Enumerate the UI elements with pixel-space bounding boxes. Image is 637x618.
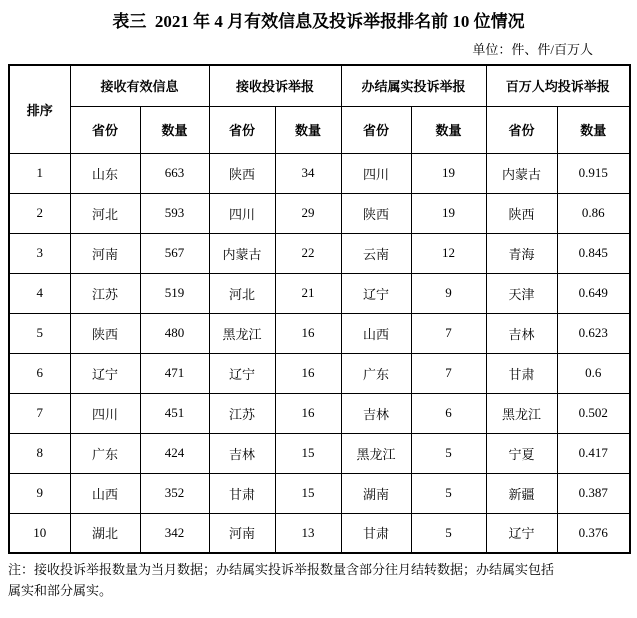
province-cell: 青海 <box>486 233 557 273</box>
table-row <box>9 313 630 353</box>
province-cell: 黑龙江 <box>486 393 557 433</box>
table-row <box>9 193 630 233</box>
table-row <box>9 393 630 433</box>
province-cell: 江苏 <box>209 393 275 433</box>
value-cell: 0.845 <box>557 233 630 273</box>
value-cell: 7 <box>411 353 486 393</box>
province-cell: 辽宁 <box>486 513 557 553</box>
unit-label: 单位：件、件/百万人 <box>472 42 593 57</box>
province-cell: 湖北 <box>70 513 140 553</box>
province-cell: 甘肃 <box>341 513 411 553</box>
value-cell: 34 <box>275 153 341 193</box>
table-row <box>9 433 630 473</box>
table-row <box>9 233 630 273</box>
value-cell: 21 <box>275 273 341 313</box>
value-cell: 424 <box>140 433 209 473</box>
value-cell: 5 <box>411 513 486 553</box>
value-cell: 16 <box>275 353 341 393</box>
footnote <box>8 559 627 601</box>
province-cell: 陕西 <box>341 193 411 233</box>
header-group-received-complaints: 接收投诉举报 <box>209 65 341 106</box>
value-cell: 7 <box>411 313 486 353</box>
province-cell: 内蒙古 <box>209 233 275 273</box>
province-cell: 吉林 <box>341 393 411 433</box>
value-cell: 6 <box>411 393 486 433</box>
header-province-3: 省份 <box>341 106 411 153</box>
value-cell: 0.387 <box>557 473 630 513</box>
header-province-2: 省份 <box>209 106 275 153</box>
header-group-verified-complaints: 办结属实投诉举报 <box>341 65 486 106</box>
province-cell: 湖南 <box>341 473 411 513</box>
province-cell: 河南 <box>209 513 275 553</box>
value-cell: 0.86 <box>557 193 630 233</box>
province-cell: 河南 <box>70 233 140 273</box>
value-cell: 567 <box>140 233 209 273</box>
table-row <box>9 273 630 313</box>
province-cell: 甘肃 <box>209 473 275 513</box>
table-row <box>9 473 630 513</box>
value-cell: 471 <box>140 353 209 393</box>
value-cell: 0.915 <box>557 153 630 193</box>
value-cell: 0.376 <box>557 513 630 553</box>
value-cell: 593 <box>140 193 209 233</box>
footnote-line-2: 属实和部分属实。 <box>8 583 113 598</box>
footnote-line-1: 注：接收投诉举报数量为当月数据；办结属实投诉举报数量含部分往月结转数据；办结属实包括 <box>8 562 555 577</box>
rank-cell: 1 <box>9 153 70 193</box>
rank-cell: 3 <box>9 233 70 273</box>
province-cell: 辽宁 <box>341 273 411 313</box>
value-cell: 5 <box>411 473 486 513</box>
province-cell: 河北 <box>70 193 140 233</box>
value-cell: 22 <box>275 233 341 273</box>
value-cell: 19 <box>411 193 486 233</box>
value-cell: 480 <box>140 313 209 353</box>
header-group-per-million: 百万人均投诉举报 <box>486 65 630 106</box>
header-quantity-2: 数量 <box>275 106 341 153</box>
province-cell: 辽宁 <box>209 353 275 393</box>
province-cell: 四川 <box>209 193 275 233</box>
header-group-received-info: 接收有效信息 <box>70 65 209 106</box>
page-title: 表三 2021 年 4 月有效信息及投诉举报排名前 10 位情况 <box>112 12 525 31</box>
province-cell: 吉林 <box>209 433 275 473</box>
province-cell: 山东 <box>70 153 140 193</box>
value-cell: 12 <box>411 233 486 273</box>
province-cell: 江苏 <box>70 273 140 313</box>
table-row <box>9 153 630 193</box>
province-cell: 吉林 <box>486 313 557 353</box>
value-cell: 15 <box>275 473 341 513</box>
province-cell: 广东 <box>341 353 411 393</box>
rank-cell: 7 <box>9 393 70 433</box>
value-cell: 9 <box>411 273 486 313</box>
province-cell: 山西 <box>70 473 140 513</box>
province-cell: 陕西 <box>486 193 557 233</box>
value-cell: 19 <box>411 153 486 193</box>
province-cell: 广东 <box>70 433 140 473</box>
table-row <box>9 513 630 553</box>
value-cell: 663 <box>140 153 209 193</box>
header-quantity-1: 数量 <box>140 106 209 153</box>
province-cell: 宁夏 <box>486 433 557 473</box>
value-cell: 0.649 <box>557 273 630 313</box>
province-cell: 黑龙江 <box>341 433 411 473</box>
header-province-1: 省份 <box>70 106 140 153</box>
value-cell: 0.623 <box>557 313 630 353</box>
province-cell: 四川 <box>341 153 411 193</box>
province-cell: 黑龙江 <box>209 313 275 353</box>
rank-cell: 4 <box>9 273 70 313</box>
rank-cell: 6 <box>9 353 70 393</box>
province-cell: 内蒙古 <box>486 153 557 193</box>
province-cell: 辽宁 <box>70 353 140 393</box>
value-cell: 519 <box>140 273 209 313</box>
header-quantity-4: 数量 <box>557 106 630 153</box>
province-cell: 河北 <box>209 273 275 313</box>
value-cell: 5 <box>411 433 486 473</box>
province-cell: 陕西 <box>70 313 140 353</box>
value-cell: 0.502 <box>557 393 630 433</box>
value-cell: 29 <box>275 193 341 233</box>
province-cell: 云南 <box>341 233 411 273</box>
rank-cell: 8 <box>9 433 70 473</box>
province-cell: 天津 <box>486 273 557 313</box>
value-cell: 15 <box>275 433 341 473</box>
value-cell: 16 <box>275 313 341 353</box>
province-cell: 甘肃 <box>486 353 557 393</box>
header-quantity-3: 数量 <box>411 106 486 153</box>
value-cell: 342 <box>140 513 209 553</box>
header-group-row <box>9 65 630 106</box>
header-rank: 排序 <box>9 65 70 153</box>
rank-cell: 5 <box>9 313 70 353</box>
table-row <box>9 353 630 393</box>
province-cell: 四川 <box>70 393 140 433</box>
value-cell: 352 <box>140 473 209 513</box>
province-cell: 新疆 <box>486 473 557 513</box>
value-cell: 0.6 <box>557 353 630 393</box>
ranking-table <box>8 64 631 554</box>
header-sub-row <box>9 106 630 153</box>
value-cell: 13 <box>275 513 341 553</box>
province-cell: 山西 <box>341 313 411 353</box>
value-cell: 16 <box>275 393 341 433</box>
value-cell: 451 <box>140 393 209 433</box>
province-cell: 陕西 <box>209 153 275 193</box>
rank-cell: 2 <box>9 193 70 233</box>
rank-cell: 10 <box>9 513 70 553</box>
rank-cell: 9 <box>9 473 70 513</box>
value-cell: 0.417 <box>557 433 630 473</box>
header-province-4: 省份 <box>486 106 557 153</box>
